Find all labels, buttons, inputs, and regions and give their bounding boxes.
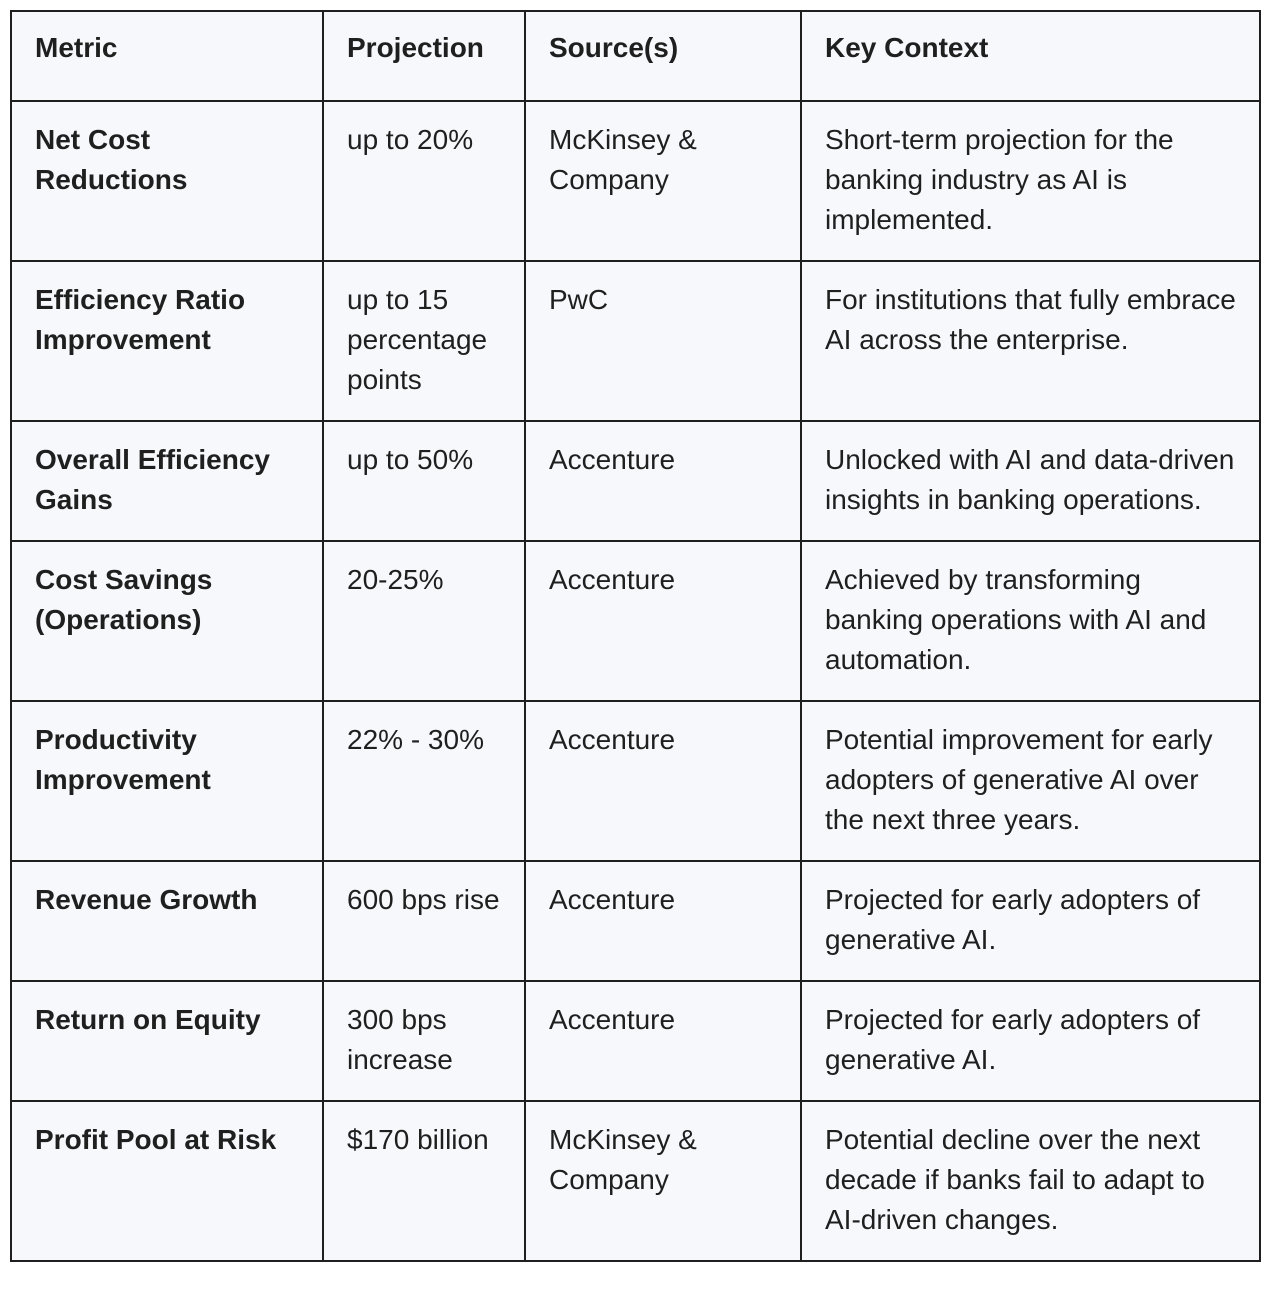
table-row <box>11 981 1260 1101</box>
context-cell: Unlocked with AI and data-driven insights in banking operations. <box>801 421 1260 541</box>
context-cell: Potential decline over the next decade if banks fail to adapt to AI-driven changes. <box>801 1101 1260 1261</box>
table-row <box>11 101 1260 261</box>
header-sources: Source(s) <box>525 11 801 101</box>
metric-cell: Cost Savings (Operations) <box>11 541 323 701</box>
header-metric: Metric <box>11 11 323 101</box>
header-key-context: Key Context <box>801 11 1260 101</box>
table-row <box>11 541 1260 701</box>
metric-cell: Revenue Growth <box>11 861 323 981</box>
metric-cell: Overall Efficiency Gains <box>11 421 323 541</box>
table-container <box>10 10 1261 1262</box>
context-cell: Projected for early adopters of generative AI. <box>801 981 1260 1101</box>
metrics-table <box>10 10 1261 1262</box>
source-cell: Accenture <box>525 541 801 701</box>
source-cell: McKinsey & Company <box>525 101 801 261</box>
table-row <box>11 701 1260 861</box>
projection-cell: up to 20% <box>323 101 525 261</box>
context-cell: Projected for early adopters of generative AI. <box>801 861 1260 981</box>
table-row <box>11 861 1260 981</box>
source-cell: Accenture <box>525 861 801 981</box>
table-row <box>11 421 1260 541</box>
metric-cell: Productivity Improvement <box>11 701 323 861</box>
projection-cell: 22% - 30% <box>323 701 525 861</box>
projection-cell: 300 bps increase <box>323 981 525 1101</box>
header-projection: Projection <box>323 11 525 101</box>
projection-cell: $170 billion <box>323 1101 525 1261</box>
table-row <box>11 1101 1260 1261</box>
context-cell: For institutions that fully embrace AI across the enterprise. <box>801 261 1260 421</box>
source-cell: McKinsey & Company <box>525 1101 801 1261</box>
projection-cell: 600 bps rise <box>323 861 525 981</box>
table-row <box>11 261 1260 421</box>
projection-cell: up to 15 percentage points <box>323 261 525 421</box>
context-cell: Achieved by transforming banking operations with AI and automation. <box>801 541 1260 701</box>
context-cell: Potential improvement for early adopters of generative AI over the next three years. <box>801 701 1260 861</box>
metric-cell: Net Cost Reductions <box>11 101 323 261</box>
source-cell: Accenture <box>525 421 801 541</box>
metric-cell: Efficiency Ratio Improvement <box>11 261 323 421</box>
context-cell: Short-term projection for the banking industry as AI is implemented. <box>801 101 1260 261</box>
projection-cell: 20-25% <box>323 541 525 701</box>
source-cell: Accenture <box>525 981 801 1101</box>
metric-cell: Return on Equity <box>11 981 323 1101</box>
table-header-row <box>11 11 1260 101</box>
projection-cell: up to 50% <box>323 421 525 541</box>
source-cell: Accenture <box>525 701 801 861</box>
source-cell: PwC <box>525 261 801 421</box>
metric-cell: Profit Pool at Risk <box>11 1101 323 1261</box>
